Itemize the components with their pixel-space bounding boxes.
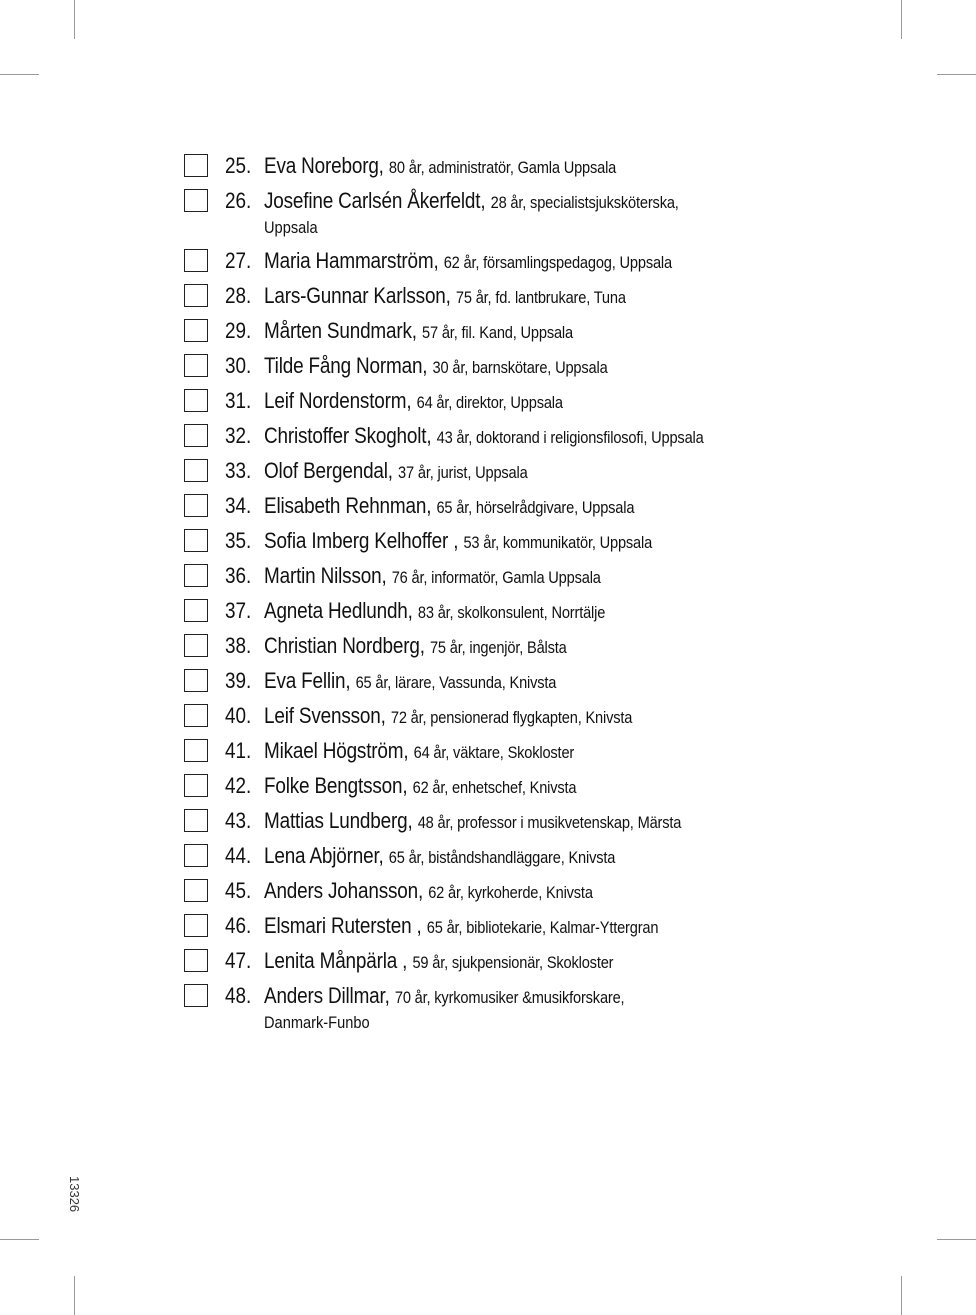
candidate-name: Olof Bergendal, — [264, 458, 393, 483]
candidate-description: 57 år, fil. Kand, Uppsala — [422, 323, 573, 342]
candidate-number: 30. — [225, 353, 252, 378]
candidate-name: Lars-Gunnar Karlsson, — [264, 283, 451, 308]
continuation-text: Danmark-Funbo — [264, 1013, 370, 1032]
candidate-description: 65 år, bibliotekarie, Kalmar-Yttergran — [426, 918, 659, 937]
candidate-checkbox[interactable] — [184, 704, 208, 727]
candidate-item — [184, 875, 884, 910]
candidate-number: 32. — [225, 423, 252, 448]
candidate-description: 65 år, lärare, Vassunda, Knivsta — [355, 673, 557, 692]
continuation-text: Uppsala — [264, 218, 318, 237]
candidate-item — [184, 245, 884, 280]
candidate-line — [264, 525, 652, 560]
candidate-name: Elsmari Rutersten , — [264, 913, 422, 938]
page-identifier: 13326 — [67, 1176, 82, 1213]
candidate-name: Eva Fellin, — [264, 668, 351, 693]
candidate-name: Anders Johansson, — [264, 878, 424, 903]
candidate-line — [264, 665, 556, 700]
crop-mark-bottom-left-vertical — [74, 1276, 75, 1315]
candidate-number: 40. — [225, 703, 252, 728]
candidate-number: 29. — [225, 318, 252, 343]
candidate-name: Christian Nordberg, — [264, 633, 425, 658]
candidate-item — [184, 350, 884, 385]
candidate-line — [264, 455, 528, 490]
candidate-line — [264, 945, 613, 980]
candidate-number: 41. — [225, 738, 252, 763]
candidate-description: 64 år, väktare, Skokloster — [413, 743, 575, 762]
candidate-name: Josefine Carlsén Åkerfeldt, — [264, 188, 486, 213]
candidate-description: 28 år, specialistsjuksköterska, — [490, 193, 679, 212]
candidate-description: 62 år, kyrkoherde, Knivsta — [428, 883, 593, 902]
candidate-number: 25. — [225, 153, 252, 178]
candidate-checkbox[interactable] — [184, 914, 208, 937]
candidate-description: 80 år, administratör, Gamla Uppsala — [388, 158, 617, 177]
crop-mark-top-right-horizontal — [937, 74, 976, 75]
candidate-checkbox[interactable] — [184, 154, 208, 177]
candidate-line — [264, 980, 624, 1015]
candidate-item — [184, 630, 884, 665]
candidate-checkbox[interactable] — [184, 284, 208, 307]
candidate-name: Lenita Månpärla , — [264, 948, 408, 973]
candidate-number: 45. — [225, 878, 252, 903]
candidate-line — [264, 700, 632, 735]
candidate-item — [184, 700, 884, 735]
crop-mark-bottom-left-horizontal — [0, 1239, 39, 1240]
candidate-line — [264, 280, 626, 315]
candidate-number: 42. — [225, 773, 252, 798]
candidate-item — [184, 735, 884, 770]
candidate-description: 65 år, hörselrådgivare, Uppsala — [436, 498, 635, 517]
candidate-line — [264, 315, 573, 350]
candidate-item — [184, 770, 884, 805]
candidate-description-continuation — [264, 217, 884, 245]
candidate-line — [264, 350, 608, 385]
candidate-item — [184, 805, 884, 840]
candidate-number: 35. — [225, 528, 252, 553]
crop-mark-bottom-right-horizontal — [937, 1239, 976, 1240]
candidate-number: 28. — [225, 283, 252, 308]
candidate-name: Lena Abjörner, — [264, 843, 384, 868]
candidate-item — [184, 185, 884, 245]
candidate-checkbox[interactable] — [184, 249, 208, 272]
candidate-description: 83 år, skolkonsulent, Norrtälje — [417, 603, 606, 622]
candidate-number: 36. — [225, 563, 252, 588]
candidate-item — [184, 980, 884, 1040]
candidate-line — [264, 630, 567, 665]
candidate-name: Tilde Fång Norman, — [264, 353, 428, 378]
candidate-description: 62 år, församlingspedagog, Uppsala — [443, 253, 672, 272]
candidate-item — [184, 385, 884, 420]
crop-mark-top-left-vertical — [74, 0, 75, 39]
candidate-checkbox[interactable] — [184, 494, 208, 517]
candidate-name: Sofia Imberg Kelhoffer , — [264, 528, 459, 553]
candidate-checkbox[interactable] — [184, 529, 208, 552]
candidate-description: 37 år, jurist, Uppsala — [398, 463, 528, 482]
candidate-description: 72 år, pensionerad flygkapten, Knivsta — [390, 708, 633, 727]
candidate-number: 31. — [225, 388, 252, 413]
candidate-line — [264, 735, 574, 770]
candidate-name: Christoffer Skogholt, — [264, 423, 432, 448]
candidate-checkbox[interactable] — [184, 424, 208, 447]
candidate-item — [184, 560, 884, 595]
candidate-line — [264, 770, 576, 805]
candidate-line — [264, 245, 672, 280]
candidate-line — [264, 910, 658, 945]
candidate-item — [184, 910, 884, 945]
candidate-item — [184, 665, 884, 700]
candidate-item — [184, 280, 884, 315]
candidate-checkbox[interactable] — [184, 389, 208, 412]
candidate-checkbox[interactable] — [184, 774, 208, 797]
candidate-checkbox[interactable] — [184, 844, 208, 867]
candidate-line — [264, 150, 616, 185]
candidate-checkbox[interactable] — [184, 564, 208, 587]
candidate-name: Leif Svensson, — [264, 703, 386, 728]
candidate-number: 37. — [225, 598, 252, 623]
candidate-item — [184, 420, 884, 455]
candidate-number: 38. — [225, 633, 252, 658]
candidate-line — [264, 805, 681, 840]
candidate-name: Mattias Lundberg, — [264, 808, 413, 833]
candidate-checkbox[interactable] — [184, 189, 208, 212]
crop-mark-top-left-horizontal — [0, 74, 39, 75]
candidate-checkbox[interactable] — [184, 669, 208, 692]
candidate-name: Leif Nordenstorm, — [264, 388, 412, 413]
candidate-description: 75 år, ingenjör, Bålsta — [429, 638, 567, 657]
candidate-description: 70 år, kyrkomusiker &musikforskare, — [394, 988, 625, 1007]
candidate-item — [184, 315, 884, 350]
candidate-checkbox[interactable] — [184, 809, 208, 832]
candidate-checkbox[interactable] — [184, 459, 208, 482]
candidate-description: 59 år, sjukpensionär, Skokloster — [412, 953, 614, 972]
candidate-line — [264, 560, 601, 595]
candidate-item — [184, 455, 884, 490]
crop-mark-top-right-vertical — [901, 0, 902, 39]
candidate-name: Martin Nilsson, — [264, 563, 387, 588]
candidate-name: Eva Noreborg, — [264, 153, 384, 178]
candidate-description-continuation — [264, 1012, 884, 1040]
candidate-description: 75 år, fd. lantbrukare, Tuna — [455, 288, 626, 307]
candidate-checkbox[interactable] — [184, 984, 208, 1007]
candidate-item — [184, 525, 884, 560]
candidate-number: 26. — [225, 188, 252, 213]
candidate-item — [184, 840, 884, 875]
candidate-item — [184, 945, 884, 980]
candidate-number: 27. — [225, 248, 252, 273]
candidate-name: Maria Hammarström, — [264, 248, 439, 273]
candidate-checkbox[interactable] — [184, 634, 208, 657]
candidate-number: 46. — [225, 913, 252, 938]
candidate-item — [184, 595, 884, 630]
candidate-description: 30 år, barnskötare, Uppsala — [432, 358, 608, 377]
candidate-number: 34. — [225, 493, 252, 518]
candidate-line — [264, 420, 704, 455]
candidate-line — [264, 840, 615, 875]
candidate-item — [184, 490, 884, 525]
candidate-name: Agneta Hedlundh, — [264, 598, 413, 623]
candidate-number: 47. — [225, 948, 252, 973]
candidate-line — [264, 595, 605, 630]
candidate-list — [184, 150, 884, 1040]
candidate-checkbox[interactable] — [184, 599, 208, 622]
candidate-checkbox[interactable] — [184, 739, 208, 762]
candidate-line — [264, 490, 634, 525]
candidate-description: 48 år, professor i musikvetenskap, Märsta — [417, 813, 682, 832]
candidate-description: 62 år, enhetschef, Knivsta — [412, 778, 577, 797]
candidate-line — [264, 385, 563, 420]
candidate-number: 43. — [225, 808, 252, 833]
candidate-name: Elisabeth Rehnman, — [264, 493, 432, 518]
candidate-line — [264, 185, 679, 220]
candidate-name: Mikael Högström, — [264, 738, 409, 763]
candidate-checkbox[interactable] — [184, 354, 208, 377]
candidate-description: 53 år, kommunikatör, Uppsala — [463, 533, 653, 552]
candidate-name: Mårten Sundmark, — [264, 318, 417, 343]
candidate-checkbox[interactable] — [184, 949, 208, 972]
candidate-number: 44. — [225, 843, 252, 868]
crop-mark-bottom-right-vertical — [901, 1276, 902, 1315]
candidate-description: 43 år, doktorand i religionsfilosofi, Uppsala — [436, 428, 704, 447]
candidate-description: 64 år, direktor, Uppsala — [416, 393, 563, 412]
candidate-description: 76 år, informatör, Gamla Uppsala — [391, 568, 601, 587]
candidate-name: Anders Dillmar, — [264, 983, 390, 1008]
candidate-item — [184, 150, 884, 185]
candidate-line — [264, 875, 593, 910]
candidate-number: 33. — [225, 458, 252, 483]
candidate-checkbox[interactable] — [184, 319, 208, 342]
candidate-name: Folke Bengtsson, — [264, 773, 408, 798]
candidate-number: 39. — [225, 668, 252, 693]
candidate-description: 65 år, biståndshandläggare, Knivsta — [388, 848, 616, 867]
candidate-number: 48. — [225, 983, 252, 1008]
candidate-checkbox[interactable] — [184, 879, 208, 902]
